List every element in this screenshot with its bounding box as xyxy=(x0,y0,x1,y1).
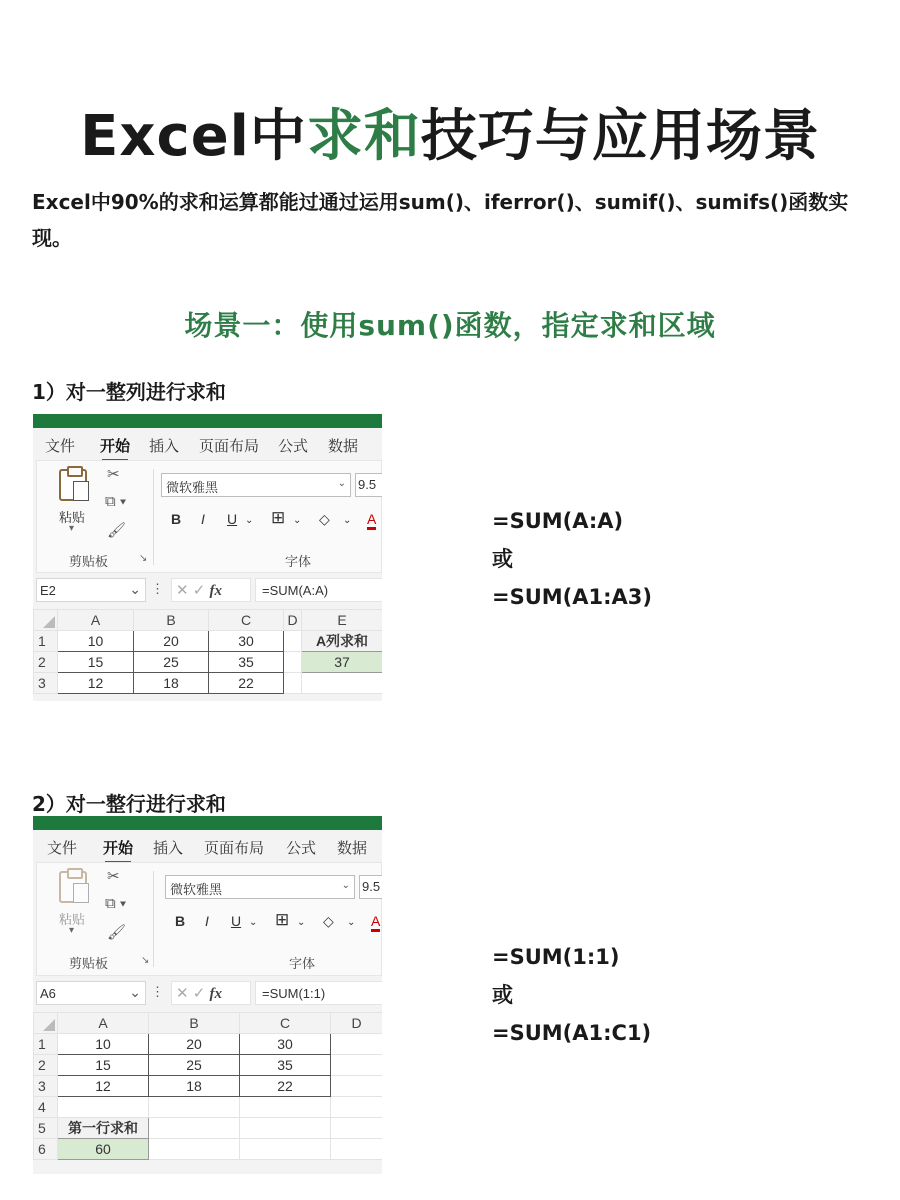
cancel-icon[interactable]: ✕ xyxy=(176,985,189,1002)
clipboard-group-label: 剪贴板 xyxy=(69,956,109,971)
name-box[interactable] xyxy=(36,578,146,602)
formula-buttons xyxy=(171,578,251,602)
cell[interactable]: 20 xyxy=(134,631,209,652)
formula-input[interactable]: =SUM(1:1) xyxy=(255,981,382,1005)
row-header[interactable]: 6 xyxy=(34,1139,58,1160)
spreadsheet-grid xyxy=(33,1012,382,1160)
fill-color-icon[interactable]: ◇ xyxy=(323,913,334,929)
format-painter-icon[interactable]: 🖌 xyxy=(107,924,127,941)
more-icon[interactable]: ⋮ xyxy=(151,984,164,999)
cell[interactable]: 30 xyxy=(240,1034,331,1055)
column-header-row xyxy=(34,1013,383,1034)
or-text: 或 xyxy=(492,547,513,571)
paste-icon[interactable] xyxy=(59,469,87,501)
tab-data[interactable]: 数据 xyxy=(328,438,359,455)
cancel-icon[interactable]: ✕ xyxy=(176,582,189,599)
paste-label[interactable]: 粘贴 xyxy=(59,912,86,927)
formula-input[interactable]: =SUM(A:A) xyxy=(255,578,382,602)
case-2-formulas xyxy=(492,938,651,1052)
formula-bar xyxy=(33,573,382,609)
cell[interactable]: 15 xyxy=(58,652,134,673)
formula-text: =SUM(1:1) xyxy=(492,945,620,969)
cell[interactable]: 10 xyxy=(58,631,134,652)
cell[interactable] xyxy=(240,1139,331,1160)
more-icon[interactable]: ⋮ xyxy=(151,581,164,596)
cut-icon[interactable]: ✂ xyxy=(107,868,120,885)
italic-button[interactable]: I xyxy=(201,511,205,527)
fill-dropdown-icon[interactable]: ⌄ xyxy=(347,917,356,928)
font-name-select[interactable] xyxy=(165,875,355,899)
cell[interactable] xyxy=(149,1139,240,1160)
column-header[interactable]: A xyxy=(58,1013,149,1034)
clipboard-launcher-icon[interactable]: ↘ xyxy=(139,553,148,564)
chevron-down-icon: ⌄ xyxy=(129,984,141,1000)
chevron-down-icon: ⌄ xyxy=(341,880,350,891)
paste-dropdown-icon[interactable]: ▾ xyxy=(69,925,75,936)
bold-button[interactable]: B xyxy=(171,511,182,527)
font-group-label: 字体 xyxy=(285,554,312,569)
cell[interactable] xyxy=(58,1097,149,1118)
cell[interactable] xyxy=(331,1139,383,1160)
cell[interactable] xyxy=(284,631,302,652)
cell[interactable] xyxy=(149,1097,240,1118)
page-title xyxy=(0,92,900,172)
tab-home[interactable]: 开始 xyxy=(103,837,133,858)
row-header[interactable]: 3 xyxy=(34,1076,58,1097)
cell[interactable]: 10 xyxy=(58,1034,149,1055)
cut-icon[interactable]: ✂ xyxy=(107,466,120,483)
table-row xyxy=(34,1055,383,1076)
select-all-corner[interactable] xyxy=(34,1013,58,1034)
ribbon-divider xyxy=(153,871,154,967)
title-part-1: Excel中 xyxy=(80,104,307,169)
title-highlight: 求和 xyxy=(306,104,421,169)
row-header[interactable]: 1 xyxy=(34,1034,58,1055)
tab-insert[interactable]: 插入 xyxy=(153,840,184,857)
column-header[interactable]: D xyxy=(284,610,302,631)
excel-title-bar xyxy=(33,414,382,428)
cell[interactable] xyxy=(331,1034,383,1055)
column-header[interactable]: B xyxy=(134,610,209,631)
row-header[interactable]: 2 xyxy=(34,1055,58,1076)
underline-button[interactable]: U xyxy=(227,511,238,527)
formula-text: =SUM(A1:A3) xyxy=(492,585,652,609)
case-2-heading: 2）对一整行进行求和 xyxy=(32,792,226,816)
copy-icon[interactable]: ⧉ ▾ xyxy=(105,493,127,510)
cell[interactable]: A列求和 xyxy=(302,631,383,652)
ribbon-home xyxy=(36,862,382,976)
chevron-down-icon: ⌄ xyxy=(337,478,346,489)
name-box-value: E2 xyxy=(40,583,56,598)
cell[interactable] xyxy=(149,1118,240,1139)
column-header[interactable]: C xyxy=(209,610,284,631)
paste-icon[interactable] xyxy=(59,871,87,903)
formula-text: =SUM(A1:C1) xyxy=(492,1021,652,1045)
borders-icon[interactable]: ⊞ xyxy=(275,910,290,929)
row-header[interactable]: 5 xyxy=(34,1118,58,1139)
ribbon-tabs xyxy=(33,830,382,862)
borders-dropdown-icon[interactable]: ⌄ xyxy=(293,515,302,526)
cell[interactable]: 22 xyxy=(209,673,284,694)
title-part-3: 技巧与应用场景 xyxy=(420,104,820,169)
excel-title-bar xyxy=(33,816,382,830)
cell[interactable]: 35 xyxy=(240,1055,331,1076)
cell[interactable] xyxy=(240,1118,331,1139)
font-size-select[interactable]: 9.5 xyxy=(355,473,382,497)
confirm-icon[interactable]: ✓ xyxy=(192,985,206,1002)
cell[interactable]: 25 xyxy=(149,1055,240,1076)
borders-dropdown-icon[interactable]: ⌄ xyxy=(297,917,306,928)
paste-dropdown-icon[interactable]: ▾ xyxy=(69,523,75,534)
name-box-value: A6 xyxy=(40,986,56,1001)
formula-buttons xyxy=(171,981,251,1005)
insert-function-icon[interactable]: fx xyxy=(209,986,222,1002)
cell[interactable]: 22 xyxy=(240,1076,331,1097)
tab-file[interactable]: 文件 xyxy=(45,438,76,455)
borders-icon[interactable]: ⊞ xyxy=(271,508,286,527)
tab-page-layout[interactable]: 页面布局 xyxy=(204,840,265,857)
column-header[interactable]: D xyxy=(331,1013,383,1034)
column-header[interactable]: A xyxy=(58,610,134,631)
cell[interactable]: 18 xyxy=(134,673,209,694)
fill-dropdown-icon[interactable]: ⌄ xyxy=(343,515,352,526)
bold-button[interactable]: B xyxy=(175,913,186,929)
cell[interactable] xyxy=(302,673,383,694)
tab-formulas[interactable]: 公式 xyxy=(286,840,317,857)
fill-color-icon[interactable]: ◇ xyxy=(319,511,330,527)
column-header[interactable]: E xyxy=(302,610,383,631)
font-size-select[interactable]: 9.5 xyxy=(359,875,382,899)
cell[interactable]: 25 xyxy=(134,652,209,673)
table-row xyxy=(34,652,383,673)
table-row xyxy=(34,1034,383,1055)
chevron-down-icon: ⌄ xyxy=(129,581,141,597)
spreadsheet-grid xyxy=(33,609,382,694)
italic-button[interactable]: I xyxy=(205,913,209,929)
tab-data[interactable]: 数据 xyxy=(337,840,368,857)
table-row xyxy=(34,631,383,652)
insert-function-icon[interactable]: fx xyxy=(209,583,222,599)
table-row xyxy=(34,1139,383,1160)
tab-file[interactable]: 文件 xyxy=(47,840,78,857)
formula-bar xyxy=(33,976,382,1012)
format-painter-icon[interactable]: 🖌 xyxy=(107,522,127,539)
cell[interactable] xyxy=(284,673,302,694)
excel-screenshot-row-sum xyxy=(33,816,382,1174)
font-color-button[interactable]: A xyxy=(367,511,376,530)
column-header-row xyxy=(34,610,383,631)
font-name-value: 微软雅黑 xyxy=(170,882,223,897)
excel-screenshot-column-sum xyxy=(33,414,382,701)
cell[interactable]: 12 xyxy=(58,673,134,694)
cell[interactable] xyxy=(331,1076,383,1097)
selected-cell[interactable]: 37 xyxy=(302,652,383,673)
row-header[interactable]: 3 xyxy=(34,673,58,694)
tab-page-layout[interactable]: 页面布局 xyxy=(199,438,260,455)
underline-dropdown-icon[interactable]: ⌄ xyxy=(249,917,258,928)
font-name-select[interactable] xyxy=(161,473,351,497)
cell[interactable]: 18 xyxy=(149,1076,240,1097)
row-header[interactable]: 4 xyxy=(34,1097,58,1118)
column-header[interactable]: C xyxy=(240,1013,331,1034)
tab-formulas[interactable]: 公式 xyxy=(278,438,309,455)
confirm-icon[interactable]: ✓ xyxy=(192,582,206,599)
select-all-corner[interactable] xyxy=(34,610,58,631)
table-row xyxy=(34,1097,383,1118)
cell[interactable]: 20 xyxy=(149,1034,240,1055)
column-header[interactable]: B xyxy=(149,1013,240,1034)
font-name-value: 微软雅黑 xyxy=(166,480,219,495)
case-1-formulas xyxy=(492,502,652,616)
clipboard-launcher-icon[interactable]: ↘ xyxy=(141,955,150,966)
paste-label[interactable]: 粘贴 xyxy=(59,510,86,525)
table-row xyxy=(34,1076,383,1097)
scene-1-heading: 场景一：使用sum()函数，指定求和区域 xyxy=(184,309,716,342)
clipboard-group-label: 剪贴板 xyxy=(69,554,109,569)
row-header[interactable]: 1 xyxy=(34,631,58,652)
cell[interactable] xyxy=(240,1097,331,1118)
row-header[interactable]: 2 xyxy=(34,652,58,673)
cell[interactable] xyxy=(331,1118,383,1139)
cell[interactable]: 35 xyxy=(209,652,284,673)
selected-cell[interactable]: 60 xyxy=(58,1139,149,1160)
table-row xyxy=(34,1118,383,1139)
underline-button[interactable]: U xyxy=(231,913,242,929)
underline-dropdown-icon[interactable]: ⌄ xyxy=(245,515,254,526)
ribbon-tabs xyxy=(33,428,382,460)
name-box[interactable] xyxy=(36,981,146,1005)
table-row xyxy=(34,673,383,694)
cell[interactable] xyxy=(331,1055,383,1076)
ribbon-divider xyxy=(153,469,154,565)
copy-icon[interactable]: ⧉ ▾ xyxy=(105,895,127,912)
cell[interactable]: 第一行求和 xyxy=(58,1118,149,1139)
cell[interactable]: 30 xyxy=(209,631,284,652)
font-group-label: 字体 xyxy=(289,956,316,971)
cell[interactable]: 15 xyxy=(58,1055,149,1076)
case-1-heading: 1）对一整列进行求和 xyxy=(32,380,226,404)
tab-home[interactable]: 开始 xyxy=(100,435,130,456)
intro-paragraph: Excel中90%的求和运算都能过通过运用sum()、iferror()、sumif()、sumifs()函数实现。 xyxy=(32,190,849,250)
cell[interactable]: 12 xyxy=(58,1076,149,1097)
tab-insert[interactable]: 插入 xyxy=(149,438,180,455)
formula-text: =SUM(A:A) xyxy=(492,509,624,533)
cell[interactable] xyxy=(284,652,302,673)
ribbon-home xyxy=(36,460,382,573)
font-color-button[interactable]: A xyxy=(371,913,380,932)
cell[interactable] xyxy=(331,1097,383,1118)
or-text: 或 xyxy=(492,983,513,1007)
